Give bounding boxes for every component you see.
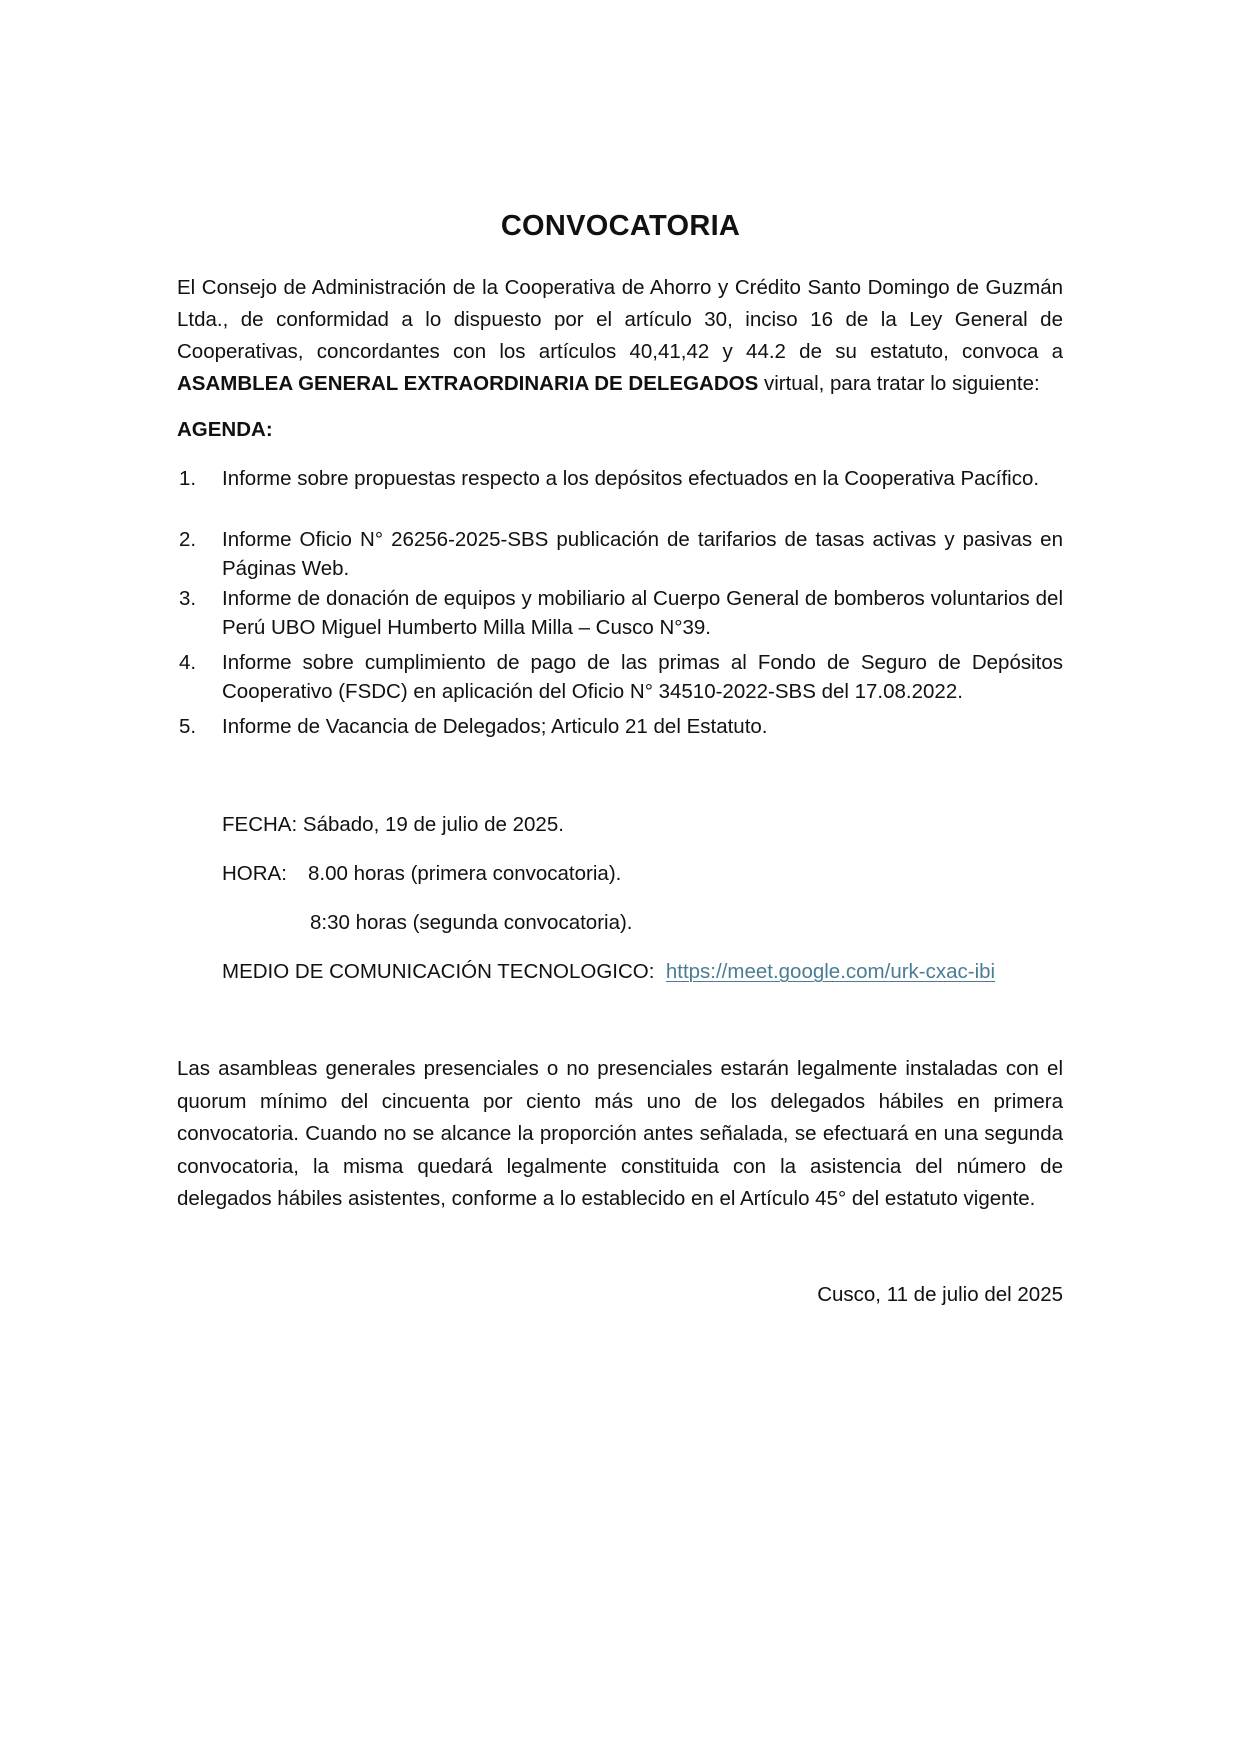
agenda-number: 4. <box>179 651 197 674</box>
closing-paragraph: Las asambleas generales presenciales o no presenciales estarán legalmente instaladas con el quorum mínimo del cincuenta por ciento más uno de los delegados hábiles en primera convocatoria. Cuando no se alcance la proporción antes señalada, se efectuará en una segunda convocatoria, la misma quedará legalmente constituida con la asistencia del número de delegados hábiles asistentes, conforme a lo establecido en el Artículo 45° del estatuto vigente. <box>177 1057 1063 1210</box>
medio-line <box>222 960 995 984</box>
hora-second: 8:30 horas (segunda convocatoria). <box>310 911 633 934</box>
agenda-number: 3. <box>179 587 197 610</box>
agenda-item-3 <box>177 584 1063 642</box>
agenda-text: Informe Oficio N° 26256-2025-SBS publicación de tarifarios de tasas activas y pasivas en Páginas Web. <box>222 528 1063 580</box>
hora-first: 8.00 horas (primera convocatoria). <box>308 862 622 885</box>
medio-label: MEDIO DE COMUNICACIÓN TECNOLOGICO: <box>222 960 655 983</box>
agenda-item-1 <box>177 464 1063 493</box>
fecha-line <box>222 813 564 837</box>
agenda-text: Informe sobre propuestas respecto a los depósitos efectuados en la Cooperativa Pacífico. <box>222 467 1040 490</box>
agenda-item-2 <box>177 525 1063 583</box>
agenda-text: Informe de donación de equipos y mobiliario al Cuerpo General de bomberos voluntarios del Perú UBO Miguel Humberto Milla Milla – Cusco N°39. <box>222 587 1063 639</box>
agenda-item-5 <box>177 712 1063 741</box>
agenda-heading: AGENDA: <box>177 418 273 441</box>
fecha-value: Sábado, 19 de julio de 2025. <box>302 813 564 836</box>
intro-bold-assembly: ASAMBLEA GENERAL EXTRAORDINARIA DE DELEGADOS <box>177 372 759 395</box>
agenda-number: 1. <box>179 467 197 490</box>
hora-line <box>222 862 621 886</box>
place-date-signoff: Cusco, 11 de julio del 2025 <box>817 1283 1063 1306</box>
intro-text-end: virtual, para tratar lo siguiente: <box>758 372 1040 395</box>
intro-paragraph <box>177 272 1063 400</box>
agenda-number: 2. <box>179 528 197 551</box>
hora-second-line <box>310 911 633 935</box>
document-title: CONVOCATORIA <box>500 210 741 242</box>
agenda-text: Informe de Vacancia de Delegados; Articulo 21 del Estatuto. <box>222 715 768 738</box>
hora-label: HORA: <box>222 862 287 885</box>
meet-link[interactable]: https://meet.google.com/urk-cxac-ibi <box>665 960 996 983</box>
agenda-number: 5. <box>179 715 197 738</box>
intro-text-start: El Consejo de Administración de la Cooperativa de Ahorro y Crédito Santo Domingo de Guzmán Ltda., de conformidad a lo dispuesto por el artículo 30, inciso 16 de la Ley General de Cooperativas, concordantes con los artículos 40,41,42 y 44.2 de su estatuto, convoca a <box>177 276 1063 363</box>
agenda-text: Informe sobre cumplimiento de pago de las primas al Fondo de Seguro de Depósitos Cooperativo (FSDC) en aplicación del Oficio N° 34510-2022-SBS del 17.08.2022. <box>222 651 1063 703</box>
fecha-label: FECHA: <box>222 813 298 836</box>
agenda-item-4 <box>177 648 1063 706</box>
